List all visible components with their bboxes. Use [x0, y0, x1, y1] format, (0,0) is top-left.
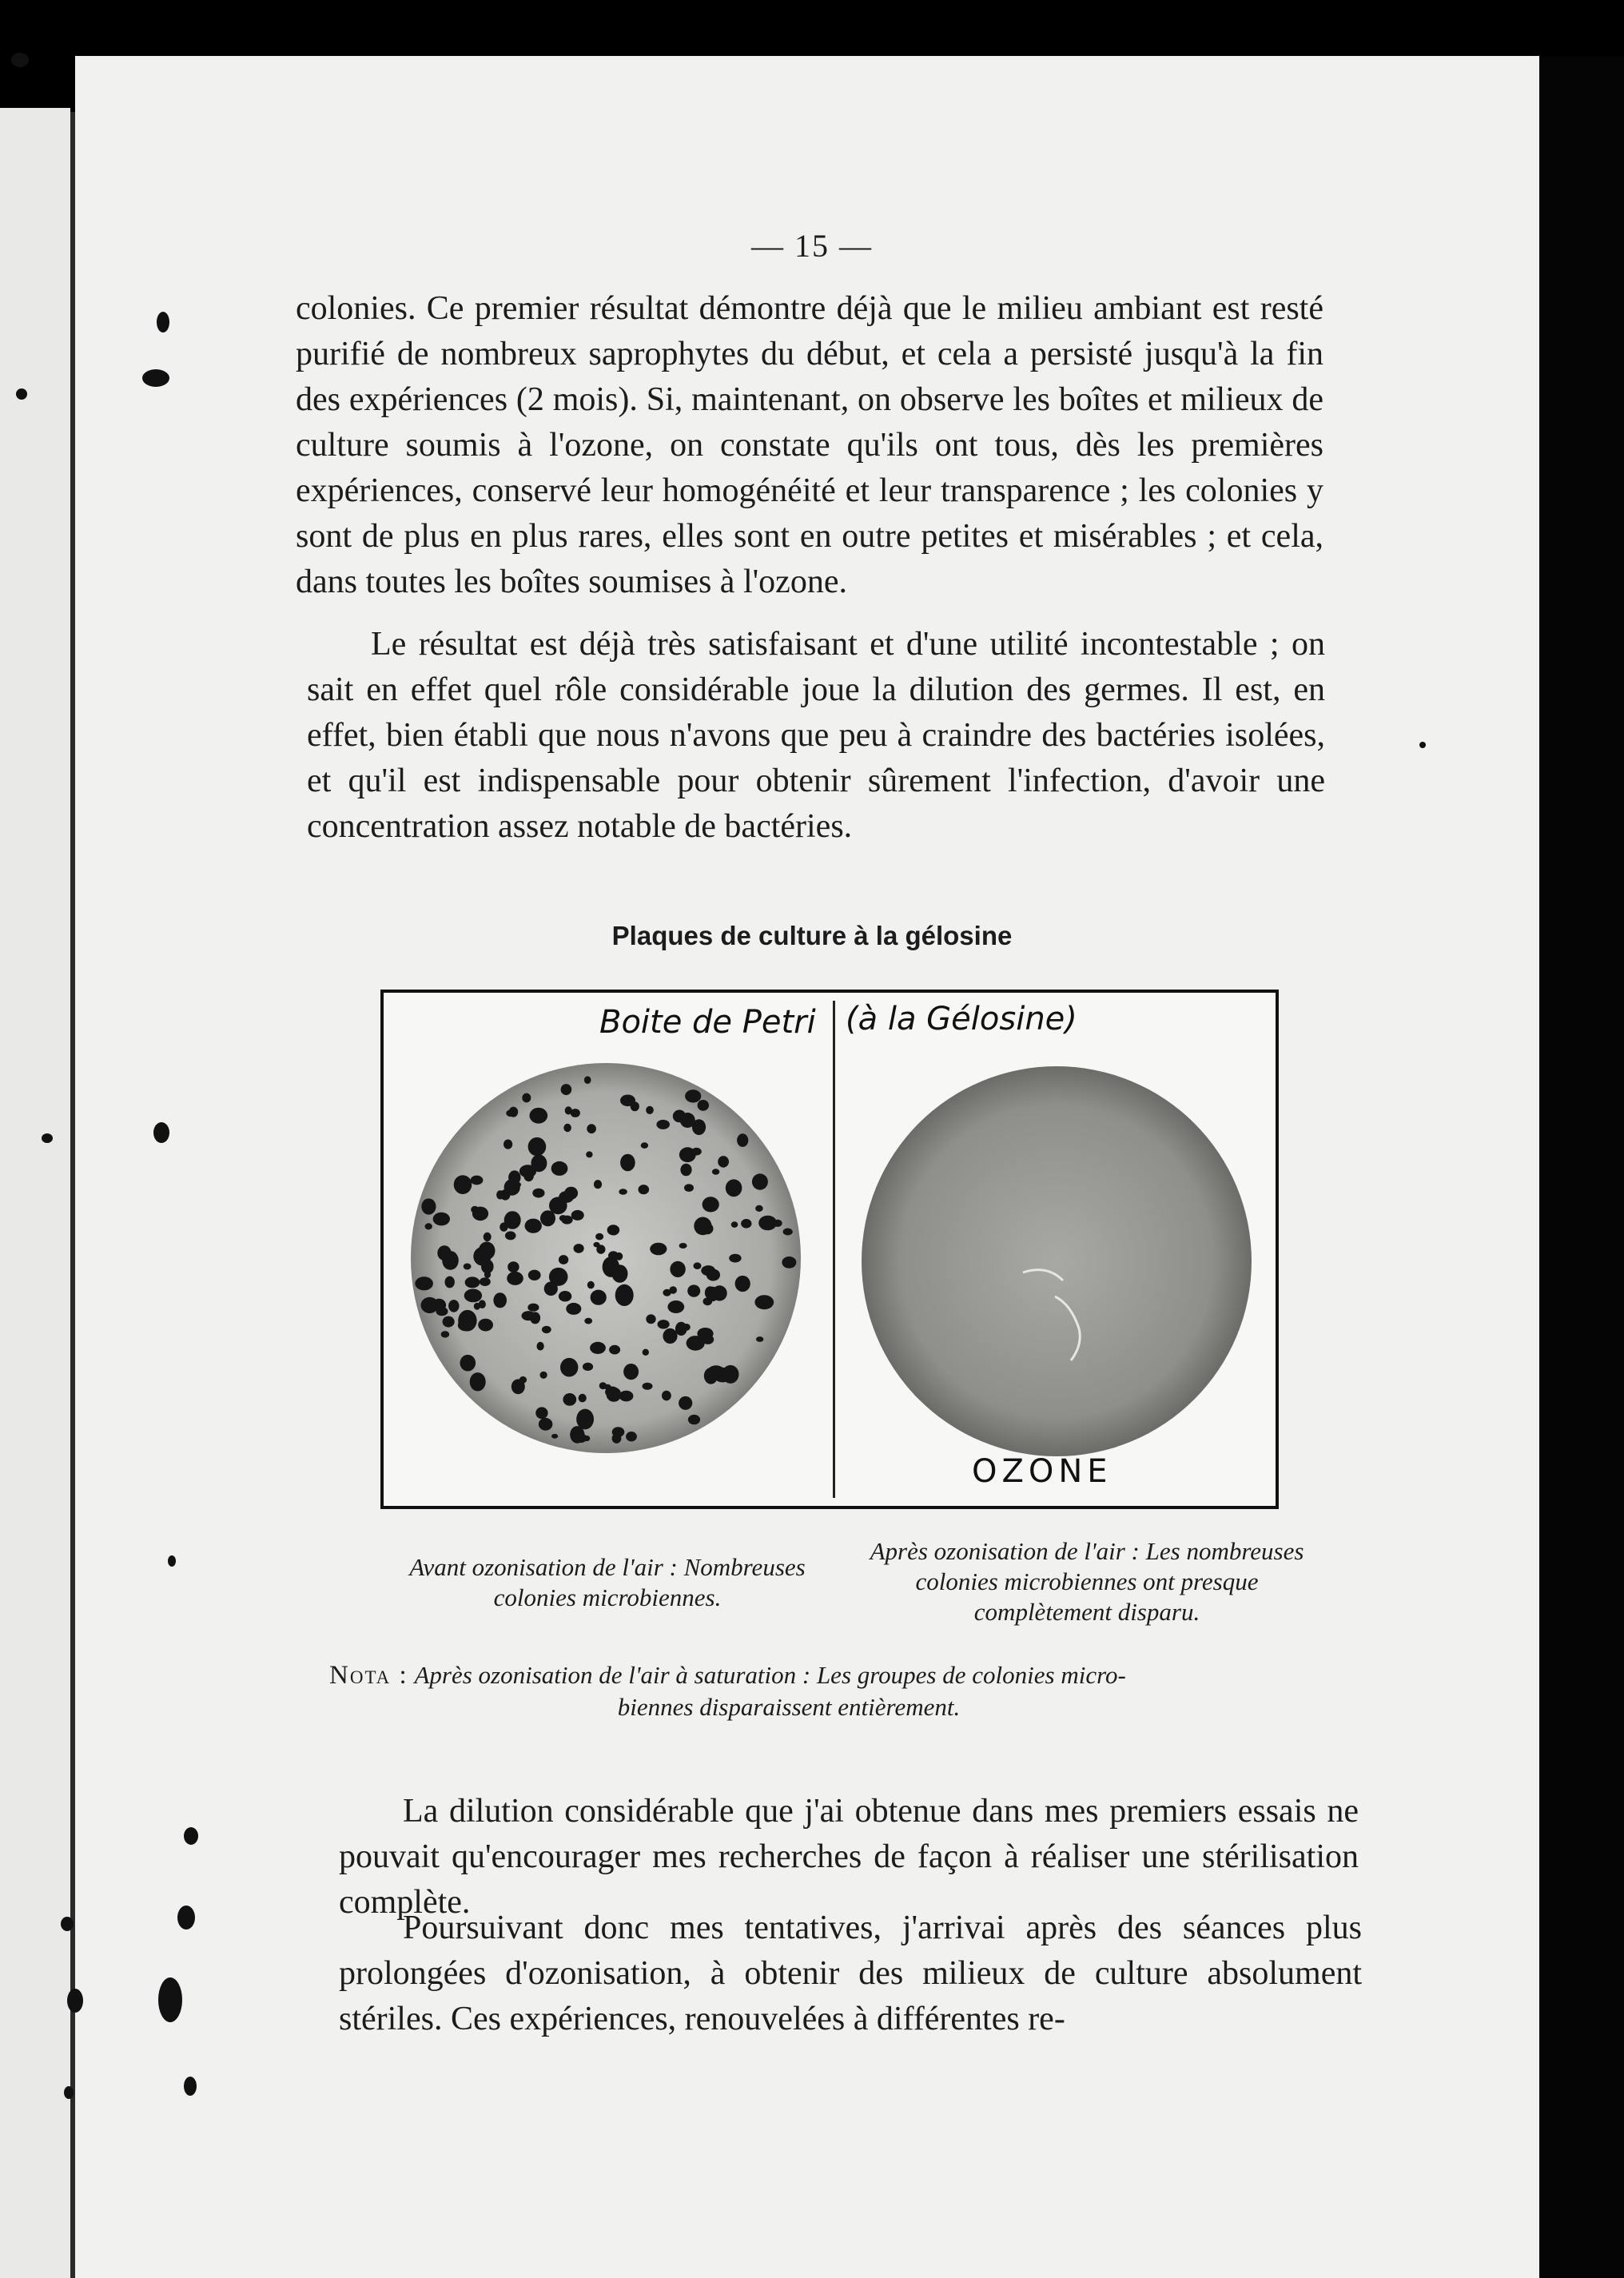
colony — [522, 1311, 535, 1320]
colony — [559, 1255, 568, 1264]
colony — [754, 1295, 774, 1309]
caption-after: Après ozonisation de l'air : Les nombreuses colonies microbiennes ont presque complètement disparu. — [870, 1537, 1304, 1626]
colony — [587, 1281, 595, 1289]
colony — [722, 1365, 739, 1384]
colony — [782, 1256, 796, 1268]
colony — [504, 1140, 512, 1149]
colony — [575, 1433, 587, 1443]
colony — [506, 1109, 515, 1117]
colony — [425, 1223, 432, 1229]
colony — [679, 1243, 687, 1249]
colony — [705, 1286, 716, 1299]
scan-speck — [177, 1906, 195, 1930]
paragraph-3: La dilution considérable que j'ai obtenue dans mes premiers essais ne pouvait qu'encourager mes recherches de façon à réaliser une stérilisation complète. — [339, 1793, 1359, 1921]
colony — [726, 1179, 742, 1197]
colony — [623, 1364, 639, 1380]
colony — [560, 1358, 578, 1377]
colony — [445, 1276, 455, 1288]
colony — [619, 1287, 627, 1292]
label-gelosine: (à la Gélosine) — [846, 1001, 1077, 1037]
scan-border — [1539, 56, 1624, 2278]
colony — [540, 1372, 547, 1379]
colony — [685, 1089, 701, 1102]
paragraph-4: Poursuivant donc mes tentatives, j'arrivai après des séances plus prolongées d'ozonisation, à obtenir des milieux de culture absolument stériles. Ces expériences, renouvelées à différentes re- — [339, 1910, 1362, 2037]
colony — [480, 1277, 491, 1286]
scan-speck — [157, 312, 169, 333]
colony — [607, 1225, 620, 1235]
colony — [783, 1229, 793, 1236]
colony — [472, 1207, 488, 1221]
scan-speck — [168, 1555, 176, 1567]
colony — [669, 1286, 677, 1293]
colony — [437, 1245, 451, 1260]
colony — [474, 1303, 480, 1310]
colony — [563, 1124, 571, 1132]
colony — [583, 1363, 593, 1371]
colony — [587, 1124, 596, 1133]
colony — [694, 1217, 711, 1236]
colony — [519, 1165, 536, 1177]
colony — [443, 1316, 455, 1328]
colony — [496, 1190, 504, 1199]
colony — [525, 1219, 542, 1233]
colony — [729, 1254, 741, 1263]
colony — [505, 1231, 516, 1240]
scan-speck — [67, 1989, 83, 2013]
colony — [586, 1151, 592, 1157]
colony — [703, 1197, 719, 1212]
colony — [441, 1331, 450, 1337]
colony — [667, 1300, 684, 1313]
colony — [484, 1233, 492, 1241]
colony — [551, 1208, 558, 1213]
figure-title: Plaques de culture à la gélosine — [611, 921, 1013, 950]
label-boite-de-petri: Boite de Petri — [599, 1004, 816, 1041]
colony — [448, 1300, 459, 1312]
colony — [662, 1391, 671, 1401]
colony — [704, 1368, 718, 1384]
colony — [528, 1270, 541, 1280]
colony — [741, 1219, 751, 1229]
colony — [563, 1393, 576, 1406]
colony — [641, 1142, 648, 1149]
colony — [565, 1106, 572, 1114]
colony — [609, 1345, 620, 1355]
colony — [571, 1210, 584, 1221]
colony — [594, 1180, 602, 1189]
scan-speck — [61, 1917, 74, 1931]
scan-speck — [64, 2086, 74, 2099]
colony — [561, 1084, 572, 1095]
paragraph-2: Le résultat est déjà très satisfaisant et d'une utilité incontestable ; on sait en effet quel rôle considérable joue la dilution des germes. Il est, en effet, bien établi que nous n'avons que peu à craindre des bactéries isolées, et qu'il est indispensable pour obtenir sûrement l'infection, d'avoir une concentration assez notable de bactéries. — [307, 626, 1325, 845]
colony — [680, 1113, 695, 1128]
colony — [646, 1106, 654, 1114]
scan-speck — [1419, 742, 1426, 748]
colony — [584, 1076, 591, 1084]
petri-dish-before — [411, 1063, 801, 1453]
colony — [458, 1320, 474, 1332]
petri-dish-after — [862, 1066, 1252, 1456]
colony — [421, 1198, 436, 1214]
scan-speck — [153, 1122, 169, 1143]
colony — [646, 1314, 655, 1324]
colony — [481, 1259, 494, 1273]
scan-speck — [184, 1827, 198, 1845]
colony — [511, 1379, 525, 1394]
figure-divider — [833, 1001, 835, 1498]
colony — [544, 1282, 558, 1296]
scan-speck — [184, 2077, 197, 2096]
colony — [551, 1434, 558, 1439]
colony — [675, 1322, 687, 1336]
colony — [436, 1307, 448, 1316]
colony — [471, 1176, 484, 1185]
colony — [620, 1095, 635, 1107]
colony — [493, 1292, 507, 1308]
colony — [643, 1349, 649, 1356]
colony — [415, 1276, 433, 1290]
colony — [591, 1290, 607, 1305]
colony — [688, 1415, 700, 1424]
colony — [566, 1303, 581, 1315]
colony — [504, 1211, 521, 1229]
colony — [663, 1328, 677, 1344]
colony — [619, 1189, 627, 1194]
colony — [694, 1262, 702, 1269]
colony — [421, 1297, 439, 1313]
colony — [478, 1319, 493, 1332]
scan-speck — [42, 1133, 53, 1143]
facing-page-edge — [0, 108, 70, 2278]
colony — [460, 1355, 476, 1372]
colony — [530, 1108, 548, 1124]
colony — [508, 1261, 519, 1272]
colony — [535, 1407, 547, 1419]
colony — [596, 1245, 605, 1253]
colony — [507, 1272, 523, 1285]
colony — [752, 1173, 768, 1189]
colony — [707, 1269, 720, 1281]
petri-dish-figure — [380, 990, 1279, 1509]
colony — [697, 1328, 713, 1340]
colony — [737, 1133, 748, 1147]
colony — [658, 1320, 670, 1328]
colony — [537, 1342, 544, 1351]
colony — [718, 1156, 729, 1168]
colony — [465, 1276, 480, 1288]
colony — [626, 1432, 637, 1441]
nota-text: Après ozonisation de l'air à saturation : Les groupes de colonies micro- — [414, 1661, 1126, 1689]
colony — [551, 1161, 568, 1176]
page-number: — 15 — — [751, 228, 873, 264]
colony — [590, 1342, 606, 1354]
colony — [756, 1336, 763, 1342]
nota-text-cont: biennes disparaissent entièrement. — [617, 1693, 961, 1721]
colony — [615, 1253, 623, 1260]
colony — [755, 1205, 763, 1212]
nota — [329, 1659, 1360, 1723]
colony — [454, 1175, 472, 1194]
paragraph-1: colonies. Ce premier résultat démontre déjà que le milieu ambiant est resté purifié de nombreux saprophytes du début, et cela a persisté jusqu'à la fin des expériences (2 mois). Si, maintenant, on observe les boîtes et milieux de culture soumis à l'ozone, on constate qu'ils ont tous, dès les premières expériences, conservé leur homogénéité et leur transparence ; les colonies y sont de plus en plus rares, elles sont en outre petites et misérables ; et cela, dans toutes les boîtes soumises à l'ozone. — [296, 290, 1323, 600]
colony — [679, 1147, 696, 1162]
colony — [479, 1242, 496, 1260]
colony — [574, 1244, 584, 1253]
scan-speck — [142, 369, 169, 387]
colony — [619, 1391, 634, 1402]
colony — [579, 1394, 587, 1403]
colony — [595, 1233, 603, 1241]
caption-before: Avant ozonisation de l'air : Nombreuses colonies microbiennes. — [409, 1553, 806, 1611]
colony — [607, 1388, 622, 1402]
colony — [470, 1372, 486, 1391]
colony — [698, 1100, 709, 1111]
colony — [684, 1184, 694, 1192]
colony — [735, 1276, 750, 1292]
colony — [731, 1221, 738, 1228]
colony — [464, 1264, 472, 1270]
colony — [680, 1164, 691, 1176]
colony — [539, 1418, 553, 1431]
colony — [584, 1318, 592, 1324]
colony — [643, 1383, 653, 1390]
colony — [508, 1170, 520, 1184]
colony — [528, 1137, 547, 1156]
colony — [679, 1396, 692, 1410]
colony — [433, 1213, 450, 1226]
colony — [773, 1220, 782, 1227]
colony — [542, 1326, 551, 1333]
colony — [559, 1215, 567, 1221]
nota-label: Nota : — [329, 1661, 408, 1690]
label-ozone: OZONE — [972, 1453, 1113, 1490]
colony — [712, 1169, 719, 1174]
colony — [656, 1120, 670, 1129]
colony — [527, 1304, 539, 1312]
scan-speck — [11, 53, 29, 67]
colony — [639, 1185, 650, 1194]
colony — [687, 1284, 700, 1296]
colony — [612, 1264, 628, 1283]
colony — [670, 1261, 685, 1277]
petri-dish-plates — [384, 993, 1276, 1506]
colony — [612, 1433, 622, 1444]
colony — [620, 1154, 635, 1172]
scan-speck — [158, 1977, 182, 2022]
colony — [532, 1189, 544, 1198]
scan-speck — [16, 388, 27, 400]
colony — [559, 1291, 571, 1301]
colony — [464, 1289, 482, 1303]
colony — [650, 1243, 667, 1256]
colony — [522, 1093, 531, 1103]
